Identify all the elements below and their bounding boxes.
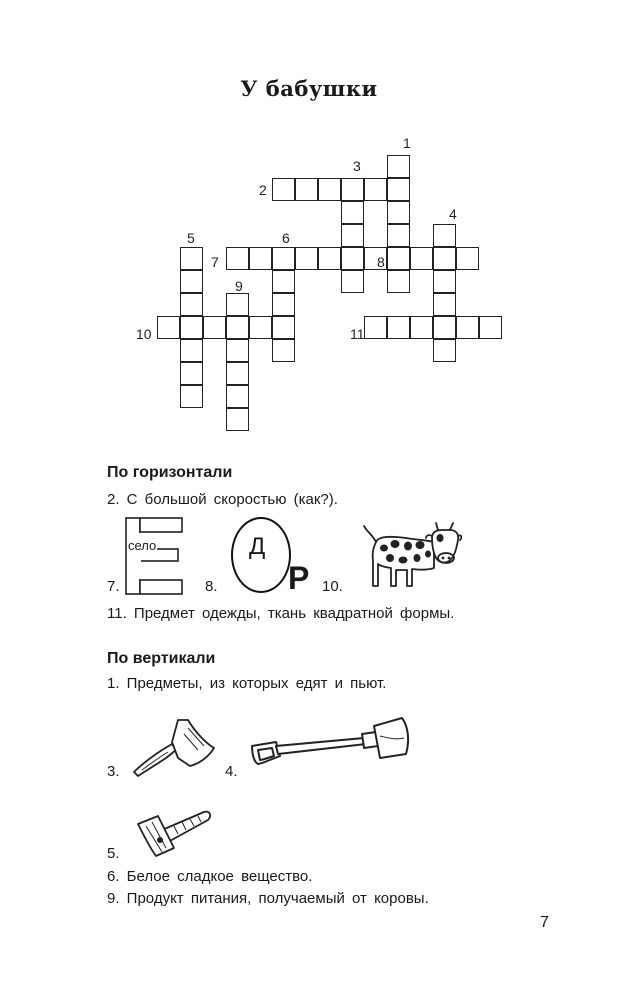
crossword-cell [341, 247, 364, 270]
clue-6: 6. Белое сладкое вещество. [107, 868, 313, 885]
page-title: У бабушки [240, 76, 378, 101]
clue-1: 1. Предметы, из которых едят и пьют. [107, 675, 387, 692]
horizontal-heading: По горизонтали [107, 464, 233, 481]
crossword-grid [0, 0, 618, 460]
crossword-cell [180, 247, 203, 270]
crossword-cell [387, 155, 410, 178]
crossword-cell [456, 316, 479, 339]
clue-5-number: 5. [107, 845, 120, 862]
clue-4-number: 4. [225, 763, 238, 780]
rebus-7 [125, 517, 185, 595]
rebus-8-letter: Р [288, 560, 310, 596]
crossword-cell [272, 270, 295, 293]
crossword-number: 6 [282, 230, 290, 246]
crossword-cell [226, 293, 249, 316]
crossword-cell [410, 247, 433, 270]
crossword-cell [226, 408, 249, 431]
crossword-cell [180, 316, 203, 339]
crossword-cell [318, 247, 341, 270]
crossword-cell [249, 247, 272, 270]
crossword-cell [410, 316, 433, 339]
clue-8-number: 8. [205, 578, 218, 595]
crossword-number: 11 [350, 326, 365, 342]
crossword-cell [226, 362, 249, 385]
crossword-number: 10 [136, 326, 152, 342]
crossword-cell [433, 247, 456, 270]
rebus-8-oval [231, 517, 291, 593]
crossword-cell [433, 316, 456, 339]
crossword-cell [272, 247, 295, 270]
crossword-cell [387, 224, 410, 247]
rebus-7-word: село [128, 538, 157, 553]
cow-icon [362, 520, 462, 592]
crossword-number: 3 [353, 158, 361, 174]
crossword-cell [180, 293, 203, 316]
clue-2: 2. С большой скоростью (как?). [107, 491, 338, 508]
crossword-cell [272, 316, 295, 339]
crossword-cell [387, 247, 410, 270]
crossword-cell [295, 178, 318, 201]
crossword-cell [341, 224, 364, 247]
crossword-number: 5 [187, 230, 195, 246]
crossword-cell [226, 247, 249, 270]
rebus-7-letter-e-icon [125, 517, 185, 595]
clue-11: 11. Предмет одежды, ткань квадратной формы. [107, 605, 455, 622]
crossword-number: 7 [211, 254, 219, 270]
crossword-cell [272, 178, 295, 201]
crossword-number: 1 [403, 135, 411, 151]
crossword-cell [226, 385, 249, 408]
crossword-cell [387, 270, 410, 293]
crossword-cell [433, 224, 456, 247]
crossword-number: 4 [449, 206, 457, 222]
crossword-cell [456, 247, 479, 270]
crossword-cell [249, 316, 272, 339]
crossword-cell [272, 339, 295, 362]
clue-3-number: 3. [107, 763, 120, 780]
crossword-cell [433, 270, 456, 293]
crossword-cell [433, 293, 456, 316]
crossword-cell [180, 270, 203, 293]
crossword-cell [364, 316, 387, 339]
crossword-cell [433, 339, 456, 362]
crossword-cell [364, 178, 387, 201]
crossword-cell [341, 201, 364, 224]
crossword-cell [479, 316, 502, 339]
crossword-number: 2 [259, 182, 267, 198]
page-number: 7 [540, 914, 549, 931]
clue-10-number: 10. [322, 578, 343, 595]
crossword-number: 9 [235, 278, 243, 294]
crossword-cell [295, 247, 318, 270]
crossword-cell [180, 362, 203, 385]
vertical-heading: По вертикали [107, 650, 216, 667]
crossword-cell [157, 316, 180, 339]
crossword-cell [226, 316, 249, 339]
crossword-cell [387, 316, 410, 339]
crossword-cell [341, 270, 364, 293]
crossword-cell [180, 385, 203, 408]
crossword-cell [387, 201, 410, 224]
shovel-icon [246, 712, 412, 776]
clue-7-number: 7. [107, 578, 120, 595]
crossword-number: 8 [377, 254, 385, 270]
crossword-cell [203, 316, 226, 339]
crossword-cell [387, 178, 410, 201]
rebus-8-inner-letter: Д [249, 533, 266, 560]
crossword-cell [272, 293, 295, 316]
axe-icon [128, 714, 218, 778]
crossword-cell [341, 178, 364, 201]
crossword-cell [180, 339, 203, 362]
crossword-cell [318, 178, 341, 201]
crossword-cell [226, 339, 249, 362]
clue-9: 9. Продукт питания, получаемый от коровы. [107, 890, 429, 907]
hammer-icon [134, 808, 214, 864]
